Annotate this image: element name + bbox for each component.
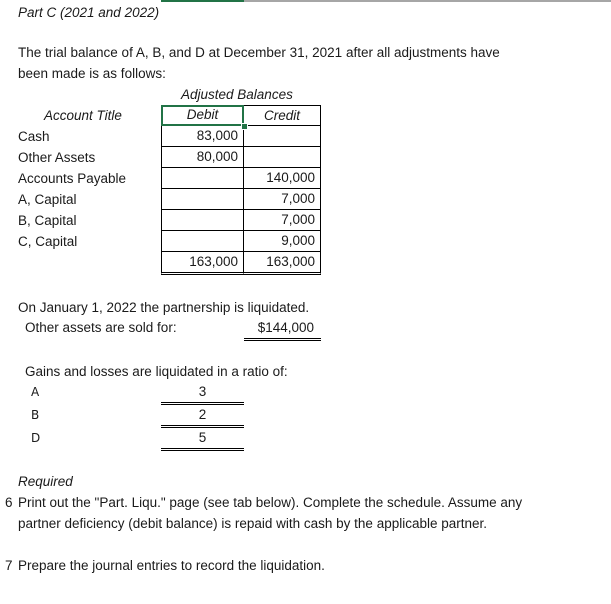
credit-cell[interactable]: 140,000 bbox=[244, 168, 321, 189]
intro-line-1: The trial balance of A, B, and D at December 31, 2021 after all adjustments have bbox=[18, 45, 500, 60]
debit-cell[interactable] bbox=[161, 231, 244, 252]
item-7-line-1: Prepare the journal entries to record the liquidation. bbox=[18, 558, 325, 573]
account-title-header: Account Title bbox=[44, 108, 122, 123]
trial-balance-grid bbox=[161, 105, 321, 273]
partner-a-label: A bbox=[31, 385, 40, 399]
partner-d-ratio[interactable]: 5 bbox=[198, 430, 207, 445]
required-label: Required bbox=[18, 474, 73, 489]
account-b-capital: B, Capital bbox=[18, 213, 77, 228]
partner-d-label: D bbox=[31, 431, 41, 445]
partner-b-label: B bbox=[31, 408, 40, 422]
credit-cell[interactable]: 7,000 bbox=[244, 210, 321, 231]
part-title: Part C (2021 and 2022) bbox=[18, 5, 160, 20]
credit-cell[interactable]: 9,000 bbox=[244, 231, 321, 252]
double-underline bbox=[244, 338, 321, 341]
account-cash: Cash bbox=[18, 129, 50, 144]
item-7-number: 7 bbox=[5, 558, 13, 573]
selected-column-indicator bbox=[161, 0, 244, 2]
debit-total-cell[interactable]: 163,000 bbox=[161, 252, 244, 275]
account-c-capital: C, Capital bbox=[18, 234, 78, 249]
sheet-top-border bbox=[244, 0, 611, 2]
debit-cell[interactable] bbox=[161, 210, 244, 231]
debit-cell[interactable] bbox=[161, 168, 244, 189]
credit-total-cell[interactable]: 163,000 bbox=[244, 252, 321, 275]
debit-cell[interactable]: 80,000 bbox=[161, 147, 244, 168]
table-row bbox=[161, 231, 321, 252]
account-accounts-payable: Accounts Payable bbox=[18, 171, 127, 186]
debit-cell[interactable] bbox=[161, 189, 244, 210]
item-6-line-1: Print out the "Part. Liqu." page (see tab below). Complete the schedule. Assume any bbox=[18, 495, 523, 510]
partner-b-ratio[interactable]: 2 bbox=[198, 407, 207, 422]
other-assets-sold-value[interactable]: $144,000 bbox=[257, 320, 314, 335]
credit-cell[interactable] bbox=[244, 147, 321, 168]
account-other-assets: Other Assets bbox=[18, 150, 96, 165]
credit-header-cell[interactable]: Credit bbox=[244, 105, 321, 126]
double-underline bbox=[161, 448, 244, 451]
account-a-capital: A, Capital bbox=[18, 192, 77, 207]
table-row bbox=[161, 210, 321, 231]
intro-line-2: been made is as follows: bbox=[18, 66, 166, 81]
debit-cell[interactable]: 83,000 bbox=[161, 126, 244, 147]
item-6-number: 6 bbox=[5, 495, 13, 510]
credit-cell[interactable] bbox=[244, 126, 321, 147]
adjusted-balances-header: Adjusted Balances bbox=[181, 87, 293, 102]
table-row bbox=[161, 168, 321, 189]
item-6-line-2: partner deficiency (debit balance) is repaid with cash by the applicable partner. bbox=[18, 516, 488, 531]
liquidation-statement: On January 1, 2022 the partnership is liquidated. bbox=[18, 300, 310, 315]
other-assets-sold-label: Other assets are sold for: bbox=[25, 320, 177, 335]
ratio-heading: Gains and losses are liquidated in a ratio of: bbox=[25, 364, 288, 379]
total-row bbox=[161, 252, 321, 273]
debit-header-cell[interactable]: Debit bbox=[161, 105, 244, 126]
credit-cell[interactable]: 7,000 bbox=[244, 189, 321, 210]
table-row bbox=[161, 147, 321, 168]
table-row bbox=[161, 189, 321, 210]
fill-handle[interactable] bbox=[241, 123, 248, 130]
partner-a-ratio[interactable]: 3 bbox=[198, 384, 207, 399]
